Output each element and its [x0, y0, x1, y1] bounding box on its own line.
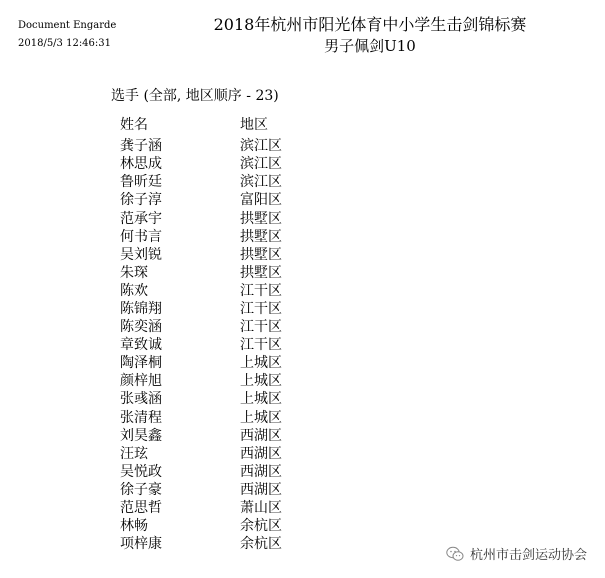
- fencer-region: 萧山区: [240, 500, 282, 517]
- table-row: [120, 371, 310, 389]
- table-row: [120, 190, 310, 208]
- fencer-region: 滨江区: [240, 138, 282, 155]
- table-row: [120, 263, 310, 281]
- fencer-region: 拱墅区: [240, 264, 282, 281]
- table-row: [120, 408, 310, 426]
- fencer-name: 章致诚: [120, 337, 162, 354]
- fencer-region: 拱墅区: [240, 210, 282, 227]
- fencer-name: 范思哲: [120, 500, 162, 517]
- fencer-name: 徐子淳: [120, 192, 162, 209]
- fencer-name: 项梓康: [120, 536, 162, 553]
- fencer-name: 陈锦翔: [120, 300, 162, 317]
- table-row: [120, 498, 310, 516]
- fencer-region: 滨江区: [240, 156, 282, 173]
- fencer-name: 龚子涵: [120, 138, 162, 155]
- fencer-region: 江干区: [240, 282, 282, 299]
- table-row: [120, 516, 310, 534]
- table-header: [120, 115, 310, 133]
- fencer-name: 陈奕涵: [120, 319, 162, 336]
- table-row: [120, 317, 310, 335]
- fencer-region: 上城区: [240, 373, 282, 390]
- table-row: [120, 245, 310, 263]
- page-title: 2018年杭州市阳光体育中小学生击剑锦标赛: [213, 15, 527, 34]
- fencer-region: 西湖区: [240, 463, 282, 480]
- fencer-region: 上城区: [240, 391, 282, 408]
- table-row: [120, 281, 310, 299]
- watermark: [446, 544, 587, 563]
- header-region: 地区: [240, 117, 268, 134]
- fencer-region: 上城区: [240, 355, 282, 372]
- table-row: [120, 353, 310, 371]
- fencer-region: 滨江区: [240, 174, 282, 191]
- fencer-name: 范承宇: [120, 210, 162, 227]
- fencer-region: 西湖区: [240, 445, 282, 462]
- table-row: [120, 480, 310, 498]
- header-name: 姓名: [120, 117, 148, 134]
- fencer-name: 何书言: [120, 228, 162, 245]
- table-row: [120, 154, 310, 172]
- table-row: [120, 534, 310, 552]
- section-label: 选手 (全部, 地区顺序 - 23): [111, 88, 279, 104]
- fencer-region: 西湖区: [240, 481, 282, 498]
- fencer-name: 汪玹: [120, 445, 148, 462]
- fencer-region: 江干区: [240, 319, 282, 336]
- fencer-name: 吴刘锐: [120, 246, 162, 263]
- fencer-region: 上城区: [240, 409, 282, 426]
- table-row: [120, 335, 310, 353]
- fencer-table: [120, 115, 310, 552]
- wechat-icon: [446, 546, 464, 562]
- fencer-name: 陈欢: [120, 282, 148, 299]
- fencer-region: 西湖区: [240, 427, 282, 444]
- fencer-name: 张清程: [120, 409, 162, 426]
- watermark-text: 杭州市击剑运动协会: [469, 548, 587, 563]
- fencer-region: 拱墅区: [240, 228, 282, 245]
- table-row: [120, 444, 310, 462]
- fencer-name: 徐子豪: [120, 481, 162, 498]
- fencer-region: 余杭区: [240, 536, 282, 553]
- fencer-name: 鲁昕廷: [120, 174, 162, 191]
- fencer-name: 张彧涵: [120, 391, 162, 408]
- fencer-region: 江干区: [240, 300, 282, 317]
- fencer-name: 陶泽桐: [120, 355, 162, 372]
- fencer-name: 林畅: [120, 518, 148, 535]
- fencer-name: 刘昊鑫: [120, 427, 162, 444]
- software-name: Document Engarde: [18, 20, 117, 31]
- table-row: [120, 172, 310, 190]
- fencer-name: 吴悦政: [120, 463, 162, 480]
- fencer-name: 颜梓旭: [120, 373, 162, 390]
- fencer-name: 朱琛: [120, 264, 148, 281]
- table-row: [120, 208, 310, 226]
- table-row: [120, 299, 310, 317]
- table-body: [120, 136, 310, 552]
- table-row: [120, 426, 310, 444]
- print-datetime: 2018/5/3 12:46:31: [18, 38, 112, 49]
- table-row: [120, 136, 310, 154]
- table-row: [120, 389, 310, 407]
- page-subtitle: 男子佩剑U10: [324, 37, 416, 55]
- fencer-region: 余杭区: [240, 518, 282, 535]
- fencer-name: 林思成: [120, 156, 162, 173]
- table-row: [120, 227, 310, 245]
- fencer-region: 富阳区: [240, 192, 282, 209]
- table-row: [120, 462, 310, 480]
- fencer-region: 拱墅区: [240, 246, 282, 263]
- fencer-region: 江干区: [240, 337, 282, 354]
